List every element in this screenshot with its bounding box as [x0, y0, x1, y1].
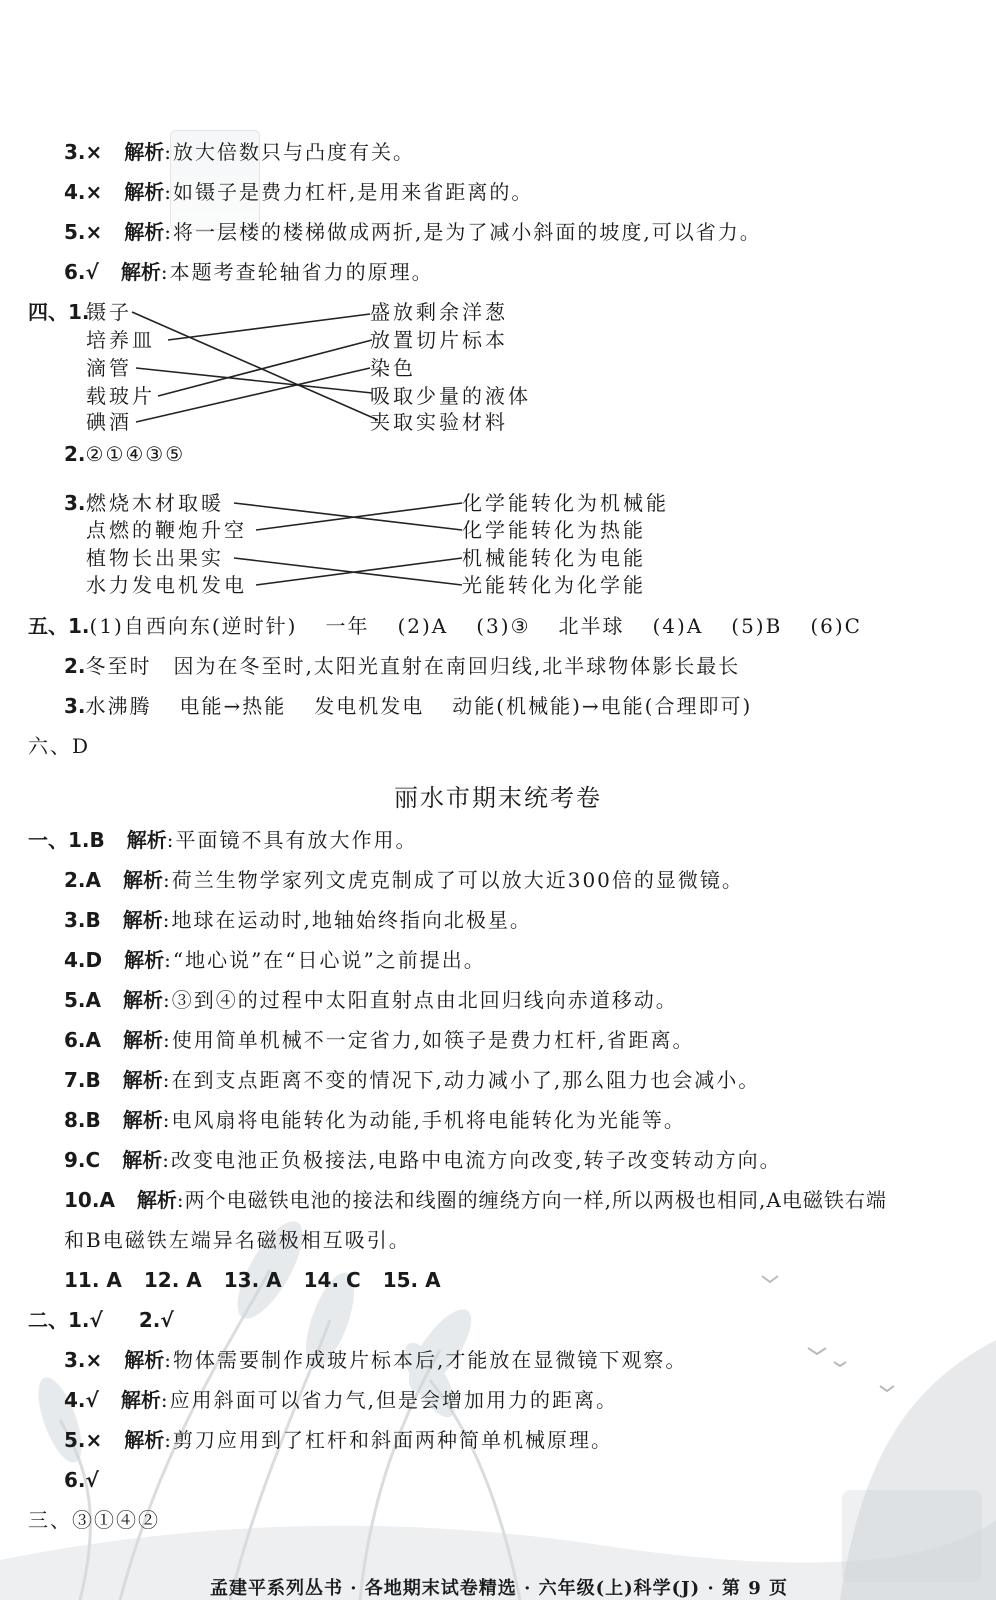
energy-left-2: 点燃的鞭炮升空 — [86, 518, 247, 542]
part3-answer: 三、③①④② — [28, 1508, 160, 1532]
part1-items-11-15: 11. A 12. A 13. A 14. C 15. A — [64, 1268, 441, 1292]
part1-item-5: 5.A 解析:③到④的过程中太阳直射点由北回归线向赤道移动。 — [64, 988, 678, 1012]
part1-item-10-cont: 和B电磁铁左端异名磁极相互吸引。 — [64, 1228, 411, 1252]
section5-q2: 2.冬至时 因为在冬至时,太阳光直射在南回归线,北半球物体影长最长 — [64, 654, 741, 678]
part2-item-6: 6.√ — [64, 1468, 99, 1492]
part2-item-5: 5.× 解析:剪刀应用到了杠杆和斜面两种简单机械原理。 — [64, 1428, 614, 1452]
exam-title: 丽水市期末统考卷 — [394, 784, 602, 812]
section6-answer: 六、D — [28, 734, 91, 758]
energy-left-1: 燃烧木材取暖 — [86, 491, 224, 515]
energy-right-3: 机械能转化为电能 — [462, 546, 646, 570]
section5-q1: 五、1.(1)自西向东(逆时针) 一年 (2)A (3)③ 北半球 (4)A (5)B (6)C — [28, 614, 862, 638]
match-left-2: 培养皿 — [86, 328, 155, 352]
part1-item-4: 4.D 解析:“地心说”在“日心说”之前提出。 — [64, 948, 486, 972]
part2-item-4: 4.√ 解析:应用斜面可以省力气,但是会增加用力的距离。 — [64, 1388, 618, 1412]
part1-item-9: 9.C 解析:改变电池正负极接法,电路中电流方向改变,转子改变转动方向。 — [64, 1148, 782, 1172]
part1-item-1: 一、1.B 解析:平面镜不具有放大作用。 — [28, 828, 418, 852]
part1-item-3: 3.B 解析:地球在运动时,地轴始终指向北极星。 — [64, 908, 532, 932]
energy-right-4: 光能转化为化学能 — [462, 573, 646, 597]
section5-q3: 3.水沸腾 电能→热能 发电机发电 动能(机械能)→电能(合理即可) — [64, 694, 753, 718]
part2-first: 二、1.√ 2.√ — [28, 1308, 174, 1332]
part2-item-3: 3.× 解析:物体需要制作成玻片标本后,才能放在显微镜下观察。 — [64, 1348, 688, 1372]
match-right-5: 夹取实验材料 — [370, 410, 508, 434]
match-left-4: 载玻片 — [86, 384, 155, 408]
match-left-3: 滴管 — [86, 356, 132, 380]
match-left-1: 镊子 — [86, 300, 132, 324]
part1-item-8: 8.B 解析:电风扇将电能转化为动能,手机将电能转化为光能等。 — [64, 1108, 686, 1132]
section4-q3-num: 3. — [64, 491, 86, 515]
match-right-4: 吸取少量的液体 — [370, 384, 531, 408]
part1-item-10: 10.A 解析:两个电磁铁电池的接法和线圈的缠绕方向一样,所以两极也相同,A电磁铁右端 — [64, 1188, 887, 1212]
section4-prefix: 四、1. — [28, 300, 90, 324]
section4-q2: 2.②①④③⑤ — [64, 442, 186, 466]
energy-right-1: 化学能转化为机械能 — [462, 491, 669, 515]
top-item-6: 6.√ 解析:本题考查轮轴省力的原理。 — [64, 260, 434, 284]
match-right-3: 染色 — [370, 356, 416, 380]
page-footer: 孟建平系列丛书 · 各地期末试卷精选 · 六年级(上)科学(J) · 第 9 页 — [210, 1578, 789, 1599]
match-right-2: 放置切片标本 — [370, 328, 508, 352]
energy-left-3: 植物长出果实 — [86, 546, 224, 570]
part1-item-7: 7.B 解析:在到支点距离不变的情况下,动力减小了,那么阻力也会减小。 — [64, 1068, 761, 1092]
energy-left-4: 水力发电机发电 — [86, 573, 247, 597]
top-item-4: 4.× 解析:如镊子是费力杠杆,是用来省距离的。 — [64, 180, 534, 204]
match-right-1: 盛放剩余洋葱 — [370, 300, 508, 324]
match-left-5: 碘酒 — [86, 410, 132, 434]
part1-item-6: 6.A 解析:使用简单机械不一定省力,如筷子是费力杠杆,省距离。 — [64, 1028, 695, 1052]
energy-right-2: 化学能转化为热能 — [462, 518, 646, 542]
top-item-3: 3.× 解析:放大倍数只与凸度有关。 — [64, 140, 416, 164]
top-item-5: 5.× 解析:将一层楼的楼梯做成两折,是为了减小斜面的坡度,可以省力。 — [64, 220, 762, 244]
part1-item-2: 2.A 解析:荷兰生物学家列文虎克制成了可以放大近300倍的显微镜。 — [64, 868, 744, 892]
